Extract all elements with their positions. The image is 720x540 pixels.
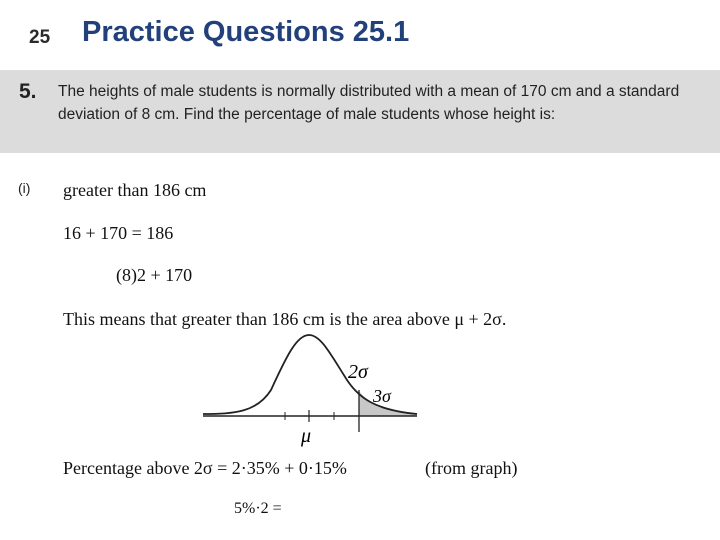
question-number: 5. (19, 80, 37, 103)
normal-distribution-graph (195, 330, 425, 450)
from-graph-note: (from graph) (425, 458, 518, 478)
page-title: Practice Questions 25.1 (82, 16, 410, 48)
percentage-line: Percentage above 2σ = 2·35% + 0·15% (63, 458, 347, 478)
work-line-1: 16 + 170 = 186 (63, 223, 174, 243)
question-text: The heights of male students is normally distributed with a mean of 170 cm and a standard deviation of 8 cm. Find the percentage of male students whose height is: (58, 83, 680, 123)
explanation-line: This means that greater than 186 cm is the area above μ + 2σ. (63, 309, 507, 329)
label-3sigma: 3σ (373, 386, 391, 406)
part-label: (i) (18, 180, 31, 196)
chapter-number: 25 (29, 27, 51, 48)
part-prompt: greater than 186 cm (63, 180, 207, 200)
final-line: 5%·2 = (234, 500, 282, 517)
label-2sigma: 2σ (348, 361, 368, 383)
label-mu: μ (301, 425, 312, 447)
work-line-2: (8)2 + 170 (116, 265, 193, 285)
